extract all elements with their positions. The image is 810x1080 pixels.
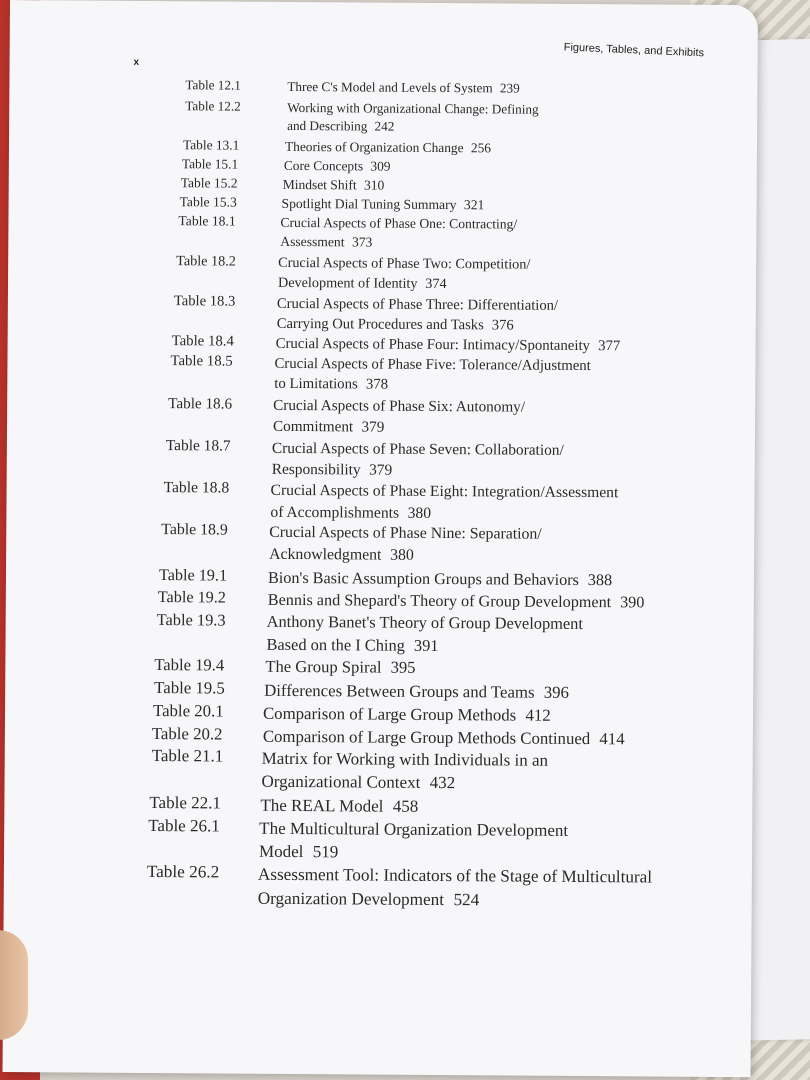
table-entry — [151, 746, 548, 796]
page-number: 309 — [370, 158, 391, 174]
table-title — [260, 794, 418, 819]
table-number: Table 18.8 — [163, 479, 230, 497]
table-title — [265, 656, 415, 680]
table-title — [285, 138, 491, 158]
table-entry — [149, 793, 418, 818]
table-number: Table 18.1 — [178, 213, 236, 229]
table-entry — [148, 816, 568, 866]
table-entry — [168, 395, 525, 439]
page-number: 379 — [369, 461, 393, 479]
title-line — [282, 195, 485, 215]
title-line — [264, 679, 569, 704]
title-text: The Group Spiral — [265, 656, 382, 677]
table-number: Table 26.2 — [146, 861, 220, 882]
title-text: The Multicultural Organization Development — [259, 818, 569, 840]
title-line — [272, 438, 564, 461]
title-line — [269, 544, 542, 568]
table-title — [269, 522, 542, 567]
table-title — [284, 157, 391, 176]
table-title — [282, 195, 485, 215]
table-title — [280, 214, 517, 253]
title-text: Model — [258, 842, 304, 862]
page-number: 256 — [470, 140, 492, 156]
table-entry — [161, 521, 542, 567]
title-text: Spotlight Dial Tuning Summary — [281, 195, 457, 213]
title-line — [259, 817, 568, 843]
table-entry — [166, 437, 564, 482]
table-entry — [180, 194, 485, 215]
table-number: Table 19.2 — [157, 588, 226, 607]
title-text: Mindset Shift — [282, 176, 357, 193]
table-entry — [185, 98, 539, 137]
page-number: 432 — [429, 773, 456, 793]
title-text: Crucial Aspects of Phase Nine: Separation/ — [269, 523, 542, 543]
title-line — [277, 294, 558, 316]
title-text: Crucial Aspects of Phase Seven: Collaboration/ — [271, 439, 564, 459]
title-text: Assessment — [280, 233, 345, 250]
page-number: 373 — [351, 234, 373, 250]
table-number: Table 15.1 — [181, 156, 239, 172]
title-line — [263, 702, 551, 727]
title-line — [268, 567, 612, 592]
title-line — [278, 254, 530, 275]
title-line — [280, 233, 517, 253]
title-text: Comparison of Large Group Methods Continued — [262, 726, 591, 749]
title-text: Development of Identity — [277, 274, 418, 292]
title-text: Crucial Aspects of Phase Two: Competition/ — [278, 254, 531, 273]
book-page — [3, 0, 758, 1077]
table-title — [283, 176, 385, 195]
table-title — [287, 99, 539, 137]
table-entry — [154, 678, 569, 704]
table-entry — [147, 862, 653, 913]
finger-holding-page — [0, 930, 28, 1040]
table-entry — [153, 701, 551, 727]
title-text: Anthony Banet's Theory of Group Development — [266, 611, 584, 634]
table-entry — [174, 293, 558, 336]
title-line — [269, 522, 542, 546]
table-entry — [182, 156, 391, 176]
table-number: Table 18.7 — [165, 437, 231, 455]
table-number: Table 18.2 — [176, 253, 236, 270]
title-text: Differences Between Groups and Teams — [264, 680, 535, 702]
title-text: Core Concepts — [283, 157, 364, 174]
page-number: 377 — [598, 338, 621, 355]
title-text: and Describing — [287, 118, 368, 134]
page-number: 242 — [374, 118, 395, 134]
table-entry — [181, 175, 385, 195]
page-number: 458 — [392, 796, 419, 816]
table-number: Table 15.2 — [180, 175, 238, 191]
table-title — [263, 702, 551, 727]
title-line — [261, 770, 548, 795]
table-number: Table 19.3 — [156, 610, 226, 630]
page-number: 239 — [499, 80, 520, 96]
table-number: Table 18.4 — [171, 333, 234, 350]
title-text: Crucial Aspects of Phase Five: Tolerance/Adjustment — [274, 355, 591, 375]
title-text: Crucial Aspects of Phase Eight: Integration/Assessment — [270, 481, 619, 502]
title-line — [283, 176, 385, 195]
title-text: Bion's Basic Assumption Groups and Behaviors — [267, 568, 579, 589]
title-line — [287, 78, 519, 98]
title-line — [273, 396, 525, 419]
title-line — [267, 611, 583, 636]
page-number: 380 — [390, 546, 414, 564]
page-number: 524 — [453, 889, 480, 910]
title-line — [287, 117, 539, 137]
table-number: Table 18.5 — [170, 353, 233, 370]
table-title — [278, 254, 530, 295]
table-number: Table 18.6 — [168, 395, 233, 413]
table-title — [258, 863, 653, 913]
table-entry — [170, 353, 591, 397]
title-text: Crucial Aspects of Phase One: Contracting/ — [280, 214, 518, 232]
table-number: Table 19.4 — [154, 655, 225, 675]
page-number: 380 — [407, 504, 432, 522]
title-text: Assessment Tool: Indicators of the Stage of Multicultural — [257, 864, 653, 887]
table-number: Table 18.3 — [173, 293, 236, 310]
table-number: Table 20.1 — [152, 701, 224, 721]
page-number: 391 — [413, 635, 439, 655]
table-number: Table 18.9 — [161, 521, 228, 539]
table-number: Table 26.1 — [148, 815, 220, 836]
title-line — [268, 589, 645, 614]
table-entry — [178, 213, 517, 253]
title-text: Crucial Aspects of Phase Six: Autonomy/ — [273, 396, 526, 416]
page-number: 519 — [312, 842, 339, 862]
title-line — [259, 840, 568, 866]
title-text: Responsibility — [271, 461, 361, 479]
title-line — [265, 656, 415, 680]
title-line — [258, 863, 652, 889]
title-text: Commitment — [272, 417, 354, 436]
title-line — [258, 886, 652, 912]
running-head: Figures, Tables, and Exhibits — [563, 41, 704, 60]
table-entry — [176, 253, 530, 295]
page-number: 379 — [361, 418, 385, 436]
title-line — [284, 157, 391, 176]
title-text: Theories of Organization Change — [284, 138, 464, 156]
table-number: Table 19.5 — [154, 678, 225, 698]
title-line — [278, 273, 530, 294]
table-number: Table 20.2 — [151, 724, 223, 744]
page-number: 321 — [463, 197, 485, 213]
page-folio: x — [133, 56, 140, 68]
title-line — [274, 374, 590, 397]
title-line — [273, 417, 525, 440]
table-number: Table 12.2 — [185, 98, 241, 114]
table-title — [272, 438, 564, 483]
page-number: 376 — [491, 317, 514, 334]
title-text: Working with Organizational Change: Defining — [287, 99, 539, 117]
title-line — [272, 459, 564, 482]
title-text: Organization Development — [257, 888, 445, 909]
page-number: 412 — [525, 705, 551, 725]
title-text: Crucial Aspects of Phase Three: Differentiation/ — [276, 295, 559, 314]
title-text: Based on the I Ching — [266, 634, 405, 655]
page-number: 310 — [363, 177, 385, 193]
title-text: Organizational Context — [261, 772, 421, 793]
table-number: Table 19.1 — [158, 566, 228, 585]
table-title — [268, 589, 645, 614]
title-text: to Limitations — [274, 376, 358, 393]
page-number: 396 — [543, 682, 569, 702]
title-text: Carrying Out Procedures and Tasks — [276, 315, 484, 334]
table-title — [266, 611, 583, 658]
table-number: Table 15.3 — [179, 194, 237, 210]
table-title — [264, 679, 569, 704]
table-entry — [183, 137, 491, 158]
title-line — [274, 354, 590, 377]
page-number: 378 — [365, 376, 389, 394]
title-text: of Accomplishments — [270, 503, 400, 522]
title-line — [287, 99, 539, 119]
table-title — [259, 817, 568, 866]
table-number: Table 13.1 — [182, 137, 240, 153]
title-line — [266, 633, 582, 658]
title-line — [280, 214, 517, 234]
table-title — [273, 396, 525, 440]
table-title — [261, 747, 548, 796]
table-entry — [154, 655, 415, 680]
table-entry — [156, 610, 583, 658]
table-title — [270, 480, 618, 525]
page-number: 388 — [587, 571, 613, 590]
page-number: 390 — [620, 593, 645, 612]
title-text: Three C's Model and Levels of System — [287, 78, 493, 96]
table-title — [274, 354, 591, 397]
title-text: Crucial Aspects of Phase Four: Intimacy/Spontaneity — [275, 335, 591, 355]
page-number: 374 — [425, 275, 447, 292]
table-title — [277, 294, 558, 336]
table-number: Table 21.1 — [151, 746, 224, 766]
page-number: 414 — [599, 729, 625, 749]
table-entry — [185, 77, 519, 98]
table-title — [287, 78, 519, 98]
page-number: 395 — [390, 657, 416, 677]
title-text: The REAL Model — [260, 795, 384, 816]
title-line — [260, 794, 418, 819]
title-line — [262, 747, 549, 772]
title-text: Bennis and Shepard's Theory of Group Development — [267, 590, 612, 612]
table-number: Table 12.1 — [185, 77, 241, 93]
title-line — [285, 138, 491, 158]
table-number: Table 22.1 — [149, 792, 221, 813]
table-entry — [163, 479, 618, 525]
title-text: Comparison of Large Group Methods — [262, 703, 517, 725]
title-text: Matrix for Working with Individuals in an — [261, 748, 549, 770]
title-line — [271, 480, 619, 504]
table-title — [268, 567, 612, 592]
title-text: Acknowledgment — [269, 545, 382, 564]
title-line — [277, 314, 558, 336]
